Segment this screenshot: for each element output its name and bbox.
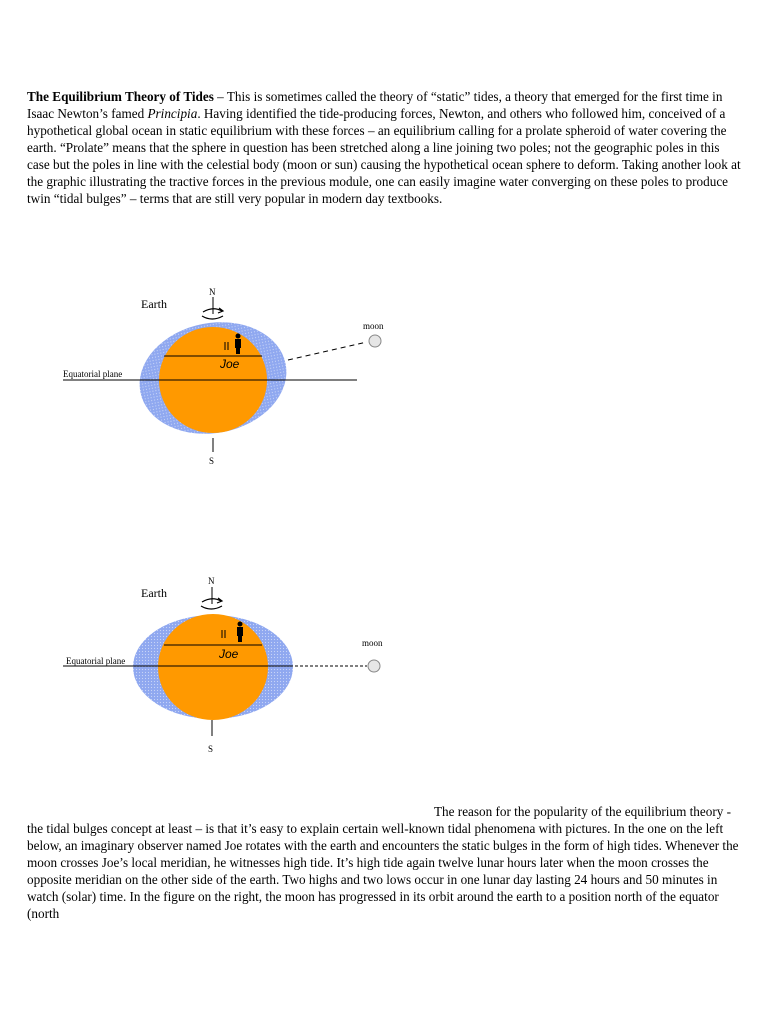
moon-circle xyxy=(369,335,381,347)
moon-circle xyxy=(368,660,380,672)
equatorial-plane-label: Equatorial plane xyxy=(63,369,123,379)
intro-text-b: . Having identified the tide-producing forces, Newton, and others who followed him, conceived of a hypothetical global ocean in static equilibrium with these forces – an equilibrium calling for a prolate spheroid of water covering the earth. “Prolate” means that the sphere in question has been stretched along a line joining two poles; not the geographic poles in this case but the poles in line with the celestial body (moon or sun) causing the hypothetical ocean sphere to deform. Taking another look at the graphic illustrating the tractive forces in the previous module, one can easily imagine water converging on these poles to produce twin “tidal bulges” – terms that are still very popular in modern day textbooks. xyxy=(27,106,741,206)
equatorial-plane-label: Equatorial plane xyxy=(66,656,126,666)
tidal-bulge-figure-1 xyxy=(0,270,768,480)
tidal-bulge-diagram-1 xyxy=(0,270,768,480)
section-title: The Equilibrium Theory of Tides xyxy=(27,89,214,104)
intro-text-a: This is sometimes called the theory of “static” tides, a theory that emerged for the first time in Isaac Newton’s famed xyxy=(27,89,723,121)
joe-label: Joe xyxy=(220,357,240,371)
tidal-bulge-figure-2 xyxy=(0,560,768,770)
north-label: N xyxy=(208,576,215,586)
title-dash: – xyxy=(213,89,227,104)
body-text: The reason for the popularity of the equilibrium theory - the tidal bulges concept at least – is that it’s easy to explain certain well-known tidal phenomena with pictures. In the one on the left below, an imaginary observer named Joe rotates with the earth and encounters the static bulges in the form of high tides. Whenever the moon crosses Joe’s local meridian, he witnesses high tide. It’s high tide again twelve lunar hours later when the moon crosses the opposite meridian on the other side of the earth. Two highs and two lows occur in one lunar day lasting 24 hours and 50 minutes in watch (solar) time. In the figure on the right, the moon has progressed in its orbit around the earth to a position north of the equator (north xyxy=(27,804,739,921)
south-label: S xyxy=(208,744,214,754)
earth-label: Earth xyxy=(141,297,167,311)
body-paragraph xyxy=(27,803,742,922)
principia-title: Principia xyxy=(147,106,198,121)
moon-direction-line xyxy=(288,342,367,360)
joe-label: Joe xyxy=(219,647,239,661)
earth-label: Earth xyxy=(141,586,167,600)
moon-label: moon xyxy=(363,321,384,331)
intro-paragraph xyxy=(27,88,742,207)
earth-sphere xyxy=(158,614,268,720)
south-label: S xyxy=(209,456,215,466)
tidal-bulge-diagram-2 xyxy=(0,560,768,770)
moon-label: moon xyxy=(362,638,383,648)
north-label: N xyxy=(209,287,216,297)
